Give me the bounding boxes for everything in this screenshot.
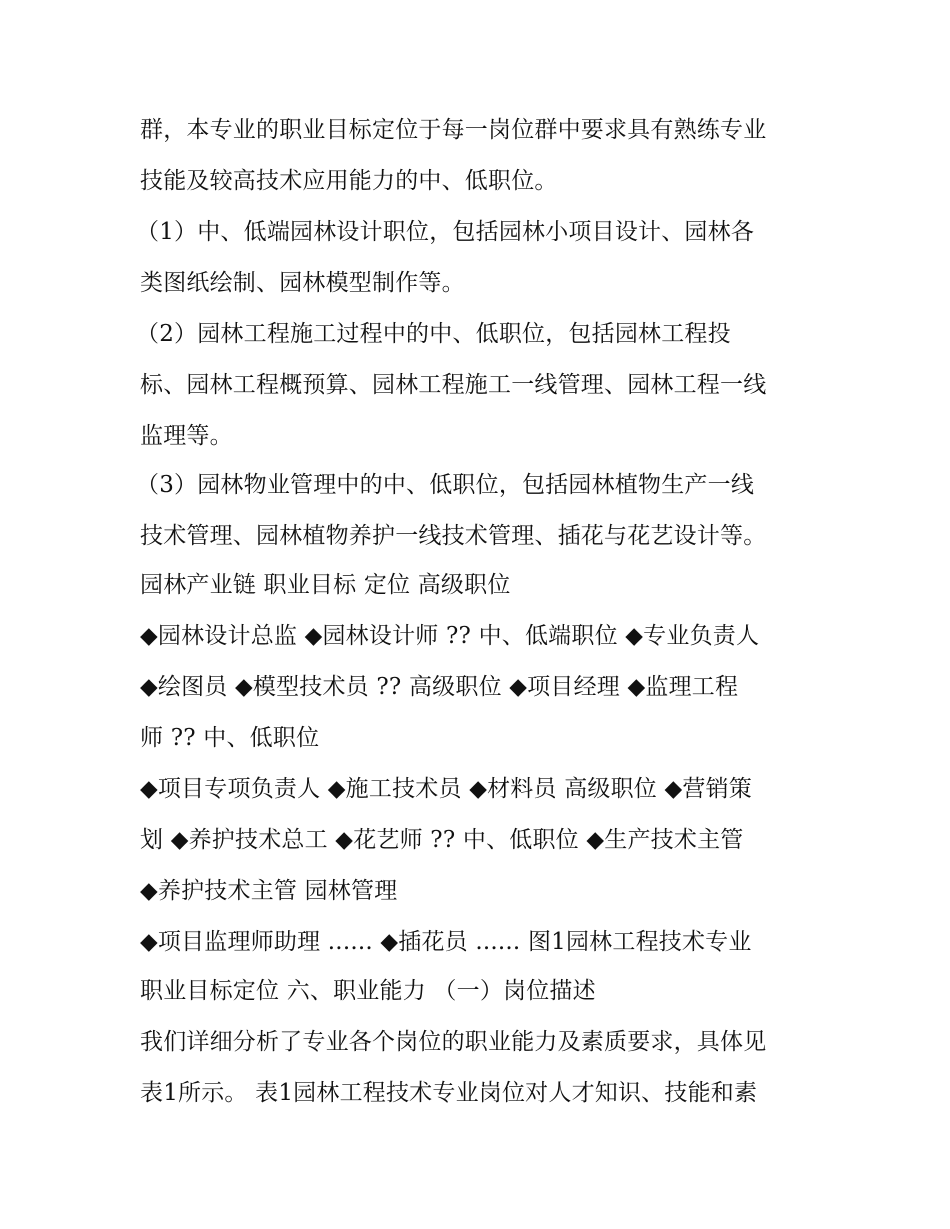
text-line: 群，本专业的职业目标定位于每一岗位群中要求具有熟练专业 <box>140 117 767 143</box>
text-line: （2）园林工程施工过程中的中、低职位，包括园林工程投 <box>136 321 731 347</box>
text-line: 园林产业链 职业目标 定位 高级职位 <box>140 572 511 598</box>
text-line: ◆养护技术主管 园林管理 <box>140 878 398 904</box>
text-line: 划 ◆养护技术总工 ◆花艺师 ?? 中、低职位 ◆生产技术主管 <box>140 827 744 853</box>
text-line: ◆项目监理师助理 ...... ◆插花员 ...... 图1园林工程技术专业 <box>140 929 752 955</box>
text-line: 标、园林工程概预算、园林工程施工一线管理、园林工程一线 <box>140 372 767 398</box>
text-line: 技能及较高技术应用能力的中、低职位。 <box>140 168 558 194</box>
text-line: 类图纸绘制、园林模型制作等。 <box>140 270 465 296</box>
text-line: 我们详细分析了专业各个岗位的职业能力及素质要求，具体见 <box>140 1029 767 1055</box>
text-line: （1）中、低端园林设计职位，包括园林小项目设计、园林各 <box>136 219 755 245</box>
text-line: ◆园林设计总监 ◆园林设计师 ?? 中、低端职位 ◆专业负责人 <box>140 623 760 649</box>
text-line: 表1所示。 表1园林工程技术专业岗位对人才知识、技能和素 <box>140 1080 758 1106</box>
text-line: 监理等。 <box>140 423 233 449</box>
text-line: ◆项目专项负责人 ◆施工技术员 ◆材料员 高级职位 ◆营销策 <box>140 776 752 802</box>
text-line: 职业目标定位 六、职业能力 （一）岗位描述 <box>140 978 596 1004</box>
text-line: 技术管理、园林植物养护一线技术管理、插花与花艺设计等。 <box>140 523 767 549</box>
text-line: 师 ?? 中、低职位 <box>140 725 320 751</box>
text-line: （3）园林物业管理中的中、低职位，包括园林植物生产一线 <box>136 472 755 498</box>
text-line: ◆绘图员 ◆模型技术员 ?? 高级职位 ◆项目经理 ◆监理工程 <box>140 674 739 700</box>
